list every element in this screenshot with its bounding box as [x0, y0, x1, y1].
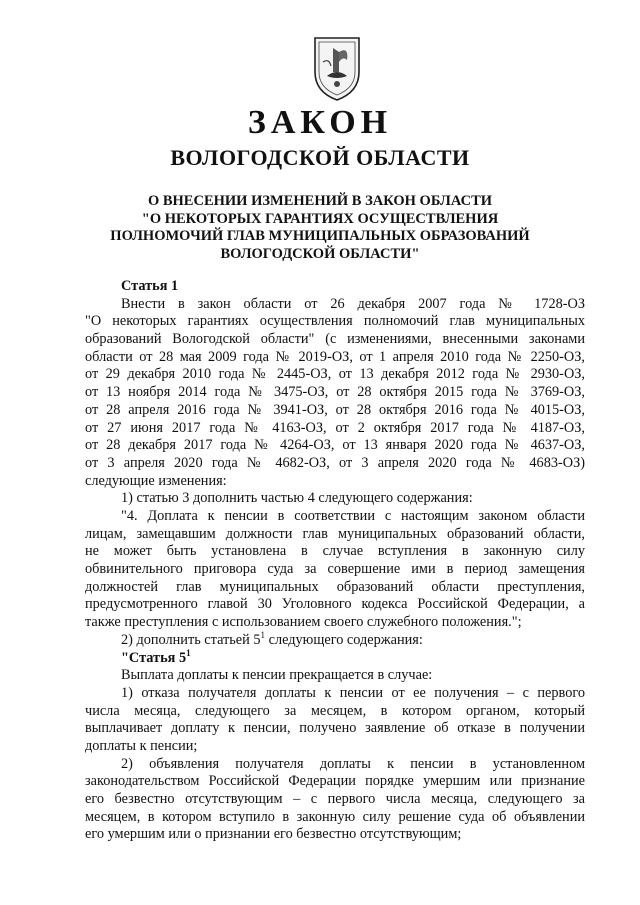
part-4-line: не может быть установлена в случае вступления в законную силу [85, 543, 585, 560]
subitem-1-line: выплачивает доплату к пенсии, получено заявление об отказе в получении [85, 720, 585, 737]
article-text-line: от 27 июня 2017 года № 4163-ОЗ, от 2 октября 2017 года № 4187-ОЗ, [85, 419, 585, 436]
subitem-1-line: числа месяца, следующего за месяцем, в котором органом, который [85, 702, 585, 719]
coat-of-arms-icon [309, 32, 365, 102]
law-heading [80, 193, 560, 263]
article-5-1-superscript: 1 [186, 647, 191, 658]
part-4-line: "4. Доплата к пенсии в соответствии с настоящим законом области [121, 507, 585, 524]
article-5-1-heading [85, 647, 585, 668]
part-4-line: лицам, замещавшим должности глав муниципальных образований области, [85, 525, 585, 542]
article-text-line: образований Вологодской области" (с изменениями, внесенными законами [85, 331, 585, 348]
item-2-superscript: 1 [260, 630, 266, 641]
article-text-line: от 28 декабря 2017 года № 4264-ОЗ, от 13 января 2020 года № 4637-ОЗ, [85, 437, 585, 454]
subitem-1-line: доплаты к пенсии; [85, 737, 198, 754]
item-2-intro [85, 632, 585, 650]
article-text-line: области от 28 мая 2009 года № 2019-ОЗ, от 1 апреля 2010 года № 2250-ОЗ, [85, 348, 585, 365]
subitem-2-line: 2) объявления получателя доплаты к пенсии в установленном [121, 755, 585, 772]
subitem-2-line: его умершим или о признании его безвестно отсутствующим; [85, 826, 462, 843]
article-text-line: от 29 декабря 2010 года № 2445-ОЗ, от 13 декабря 2012 года № 2930-ОЗ, [85, 366, 585, 383]
region-title: ВОЛОГОДСКОЙ ОБЛАСТИ [170, 145, 470, 170]
item-2-intro-text: 2) дополнить статьей 5 [121, 631, 261, 648]
item-1-intro: 1) статью 3 дополнить частью 4 следующего содержания: [121, 490, 473, 507]
heading-line: ВОЛОГОДСКОЙ ОБЛАСТИ" [220, 245, 420, 262]
item-2-intro-tail: следующего содержания: [265, 631, 423, 648]
article-heading: Статья 1 [121, 278, 179, 294]
article-5-1-heading-text: "Статья 5 [121, 649, 187, 666]
article-text-line: следующие изменения: [85, 472, 227, 489]
heading-line: "О НЕКОТОРЫХ ГАРАНТИЯХ ОСУЩЕСТВЛЕНИЯ [141, 210, 499, 227]
subitem-2-line: законодательством Российской Федерации порядке умершим или признание [85, 773, 585, 790]
law-title: ЗАКОН [247, 104, 393, 141]
article-text-line: Внести в закон области от 26 декабря 2007 года № 1728-ОЗ [121, 295, 585, 312]
subitem-2-line: месяцем, в котором вступило в законную силу решение суда об объявлении [85, 808, 585, 825]
heading-line: ПОЛНОМОЧИЙ ГЛАВ МУНИЦИПАЛЬНЫХ ОБРАЗОВАНИЙ [110, 228, 530, 244]
part-4-line: также преступления с использованием своего служебного положения."; [85, 614, 522, 631]
part-4-line: обвинительного приговора суда за совершение ими в период замещения [85, 561, 585, 578]
article-text-line: от 13 ноября 2014 года № 3475-ОЗ, от 28 октября 2015 года № 3769-ОЗ, [85, 384, 585, 401]
article-text-line: от 28 апреля 2016 года № 3941-ОЗ, от 28 октября 2016 года № 4015-ОЗ, [85, 401, 585, 418]
document-body [85, 278, 585, 844]
article-5-1-intro: Выплата доплаты к пенсии прекращается в случае: [121, 667, 433, 684]
heading-line: О ВНЕСЕНИИ ИЗМЕНЕНИЙ В ЗАКОН ОБЛАСТИ [147, 193, 493, 209]
subitem-1-line: 1) отказа получателя доплаты к пенсии от ее получения – с первого [121, 684, 585, 701]
article-text-line: "О некоторых гарантиях осуществления полномочий глав муниципальных [85, 313, 585, 330]
subitem-2-line: его безвестно отсутствующим – с первого числа месяца, следующего за [85, 791, 585, 808]
part-4-line: должностей глав муниципальных образований области преступления, [85, 578, 585, 595]
article-text-line: от 3 апреля 2020 года № 4682-ОЗ, от 3 апреля 2020 года № 4683-ОЗ) [85, 454, 585, 471]
part-4-line: предусмотренного главой 30 Уголовного кодекса Российской Федерации, а [85, 596, 585, 613]
